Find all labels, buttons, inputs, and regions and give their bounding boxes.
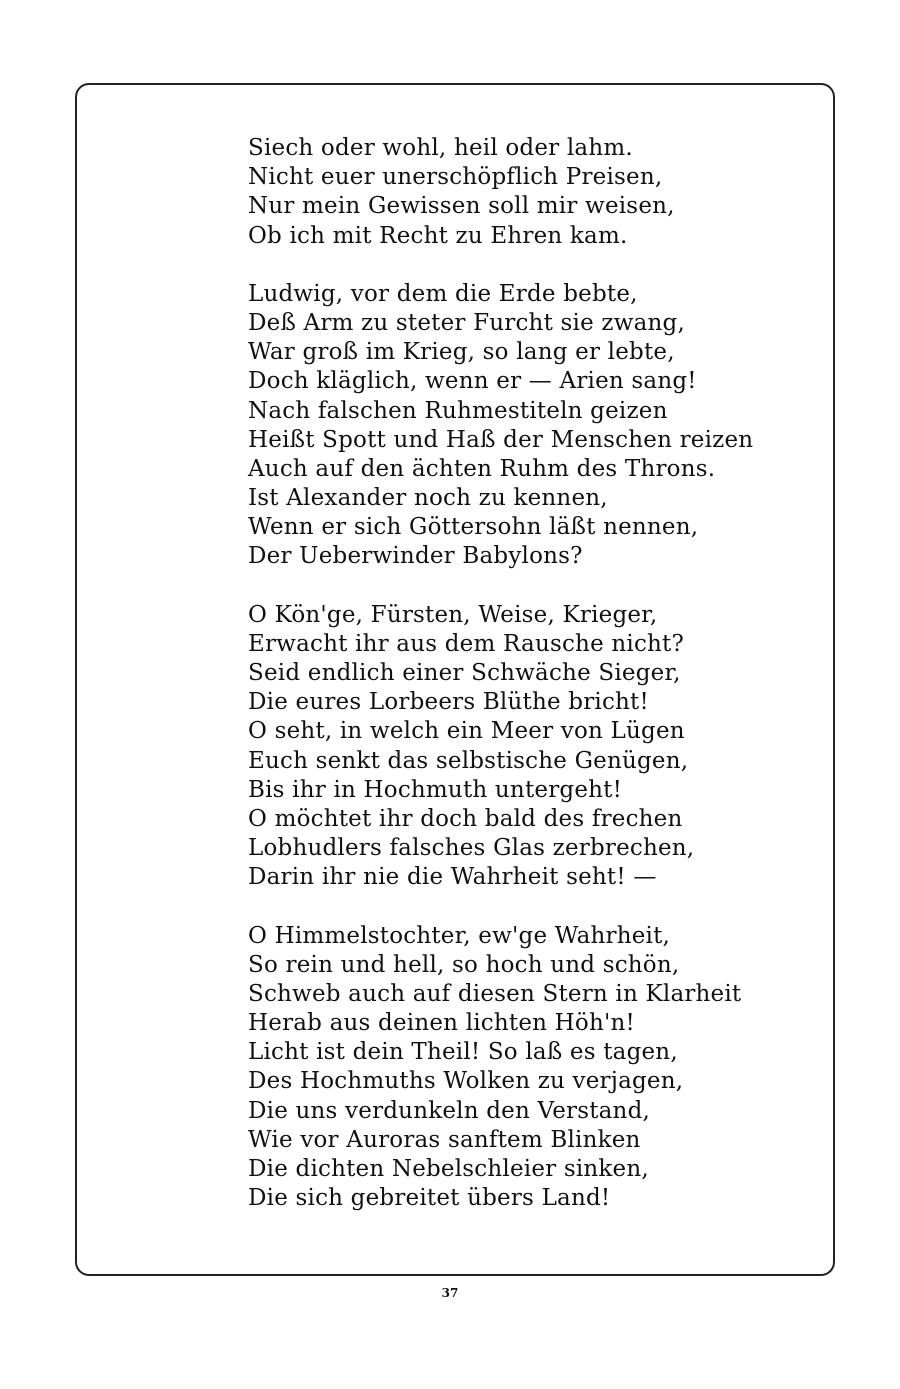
poem-line: Heißt Spott und Haß der Menschen reizen <box>248 426 754 453</box>
poem-line: Nach falschen Ruhmestiteln geizen <box>248 397 668 424</box>
poem-line: War groß im Krieg, so lang er lebte, <box>248 339 675 366</box>
poem-line: Die dichten Nebelschleier sinken, <box>248 1156 649 1182</box>
poem-line: Nicht euer unerschöpflich Preisen, <box>248 164 663 191</box>
poem-line: Euch senkt das selbstische Genügen, <box>248 747 689 774</box>
poem-line: Wie vor Auroras sanftem Blinken <box>248 1126 641 1153</box>
poem-line: Bis ihr in Hochmuth untergeht! <box>248 776 623 803</box>
poem-body <box>248 134 808 1242</box>
poem-line: Nur mein Gewissen soll mir weisen, <box>248 193 675 220</box>
poem-line: Herab aus deinen lichten Höh'n! <box>248 1010 635 1037</box>
poem-line: Erwacht ihr aus dem Rausche nicht? <box>248 630 685 657</box>
poem-line: Ludwig, vor dem die Erde bebte, <box>248 280 638 307</box>
poem-line: Schweb auch auf diesen Stern in Klarheit <box>248 980 742 1007</box>
poem-line: Ist Alexander noch zu kennen, <box>248 485 608 512</box>
poem-line: Die sich gebreitet übers Land! <box>248 1185 611 1212</box>
poem-line: Ob ich mit Recht zu Ehren kam. <box>248 222 628 249</box>
poem-line: Die eures Lorbeers Blüthe bricht! <box>248 689 649 716</box>
stanza <box>248 922 808 1214</box>
poem-line: O seht, in welch ein Meer von Lügen <box>248 718 685 745</box>
poem-line: O möchtet ihr doch bald des frechen <box>248 805 683 832</box>
page-number: 37 <box>441 1286 459 1300</box>
poem-line: Auch auf den ächten Ruhm des Throns. <box>248 455 716 482</box>
poem-line: O Himmelstochter, ew'ge Wahrheit, <box>248 922 671 949</box>
poem-line: O Kön'ge, Fürsten, Weise, Krieger, <box>248 601 658 628</box>
poem-line: Deß Arm zu steter Furcht sie zwang, <box>248 309 685 336</box>
poem-line: Lobhudlers falsches Glas zerbrechen, <box>248 835 695 862</box>
poem-line: Wenn er sich Göttersohn läßt nennen, <box>248 514 699 541</box>
poem-line: Licht ist dein Theil! So laß es tagen, <box>248 1039 678 1066</box>
poem-line: Siech oder wohl, heil oder lahm. <box>248 135 633 161</box>
poem-line: Die uns verdunkeln den Verstand, <box>248 1097 651 1124</box>
stanza <box>248 134 808 251</box>
stanza <box>248 601 808 893</box>
stanza <box>248 280 808 572</box>
poem-line: Doch kläglich, wenn er — Arien sang! <box>248 368 697 395</box>
poem-line: Des Hochmuths Wolken zu verjagen, <box>248 1068 684 1095</box>
poem-line: So rein und hell, so hoch und schön, <box>248 951 680 978</box>
poem-line: Darin ihr nie die Wahrheit seht! — <box>248 864 657 891</box>
poem-line: Der Ueberwinder Babylons? <box>248 543 583 570</box>
poem-line: Seid endlich einer Schwäche Sieger, <box>248 660 681 686</box>
